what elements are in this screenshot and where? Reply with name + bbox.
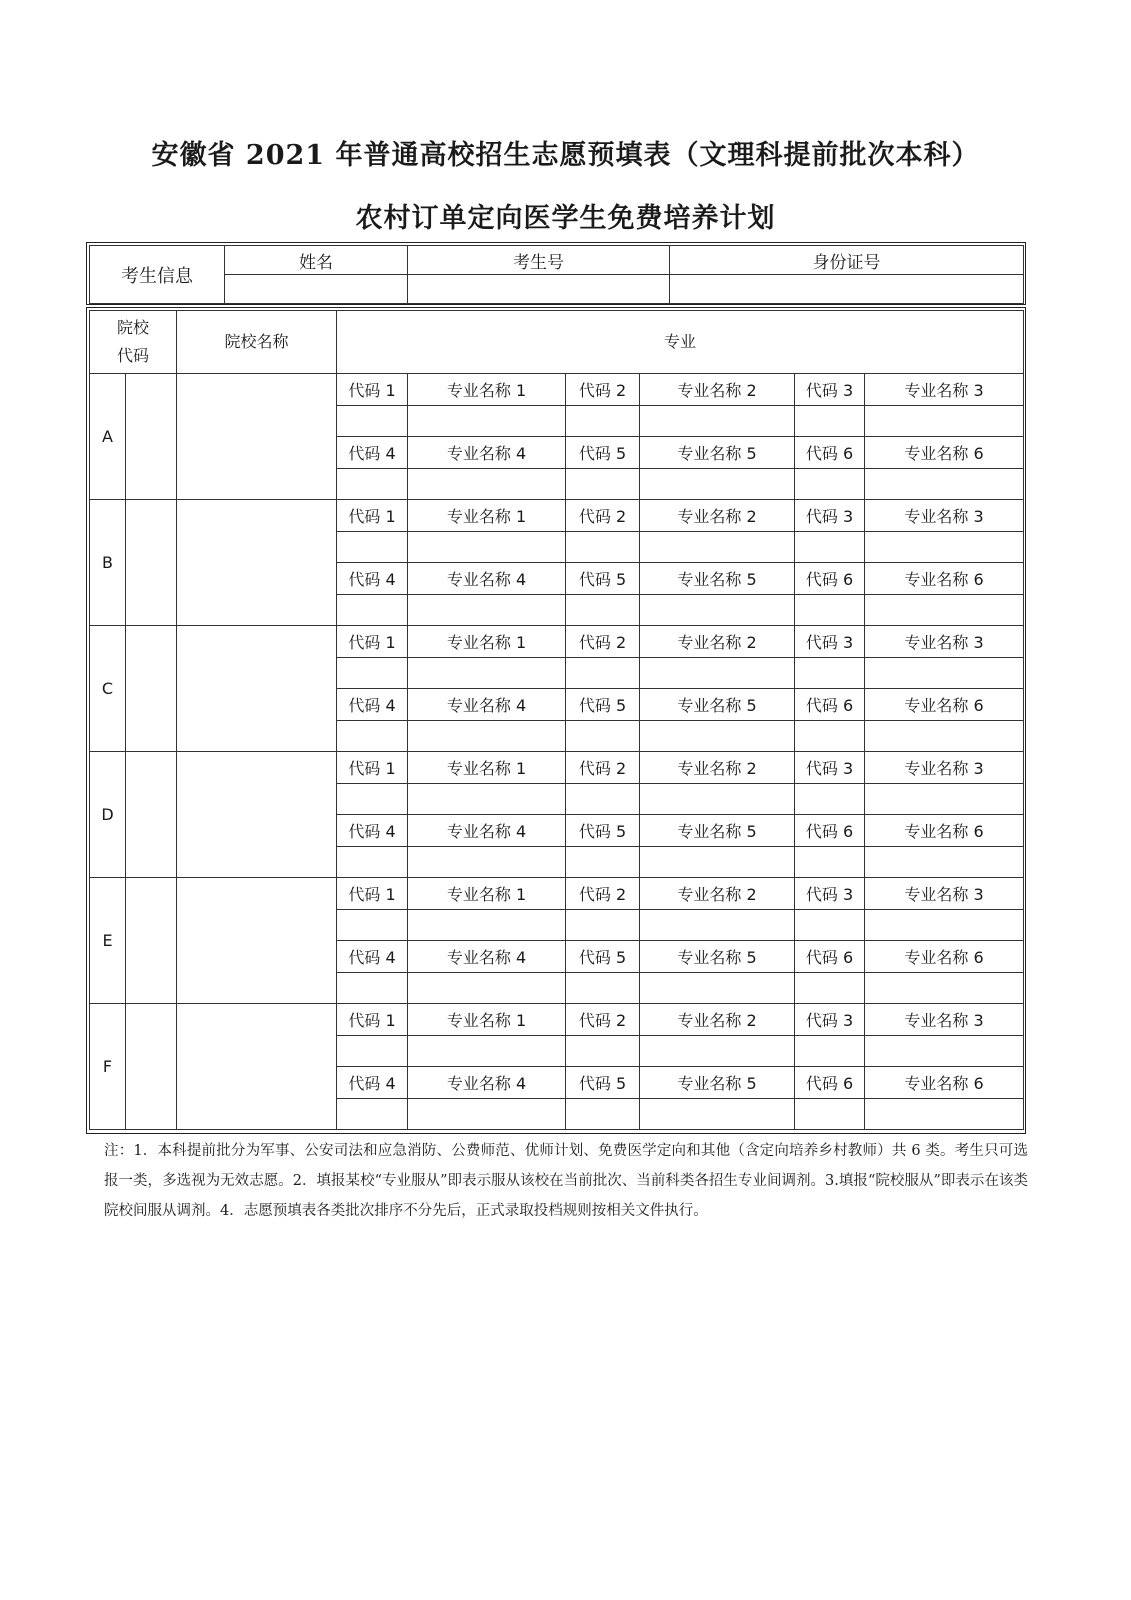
school-name-field[interactable] — [177, 626, 337, 752]
major-code-label: 代码 5 — [566, 1067, 640, 1099]
major-code-field[interactable] — [337, 531, 408, 563]
major-name-field[interactable] — [408, 846, 566, 878]
major-name-field[interactable] — [408, 594, 566, 626]
major-name-label: 专业名称 3 — [865, 626, 1024, 658]
school-code-field[interactable] — [126, 1004, 177, 1130]
major-code-label: 代码 3 — [795, 374, 865, 406]
major-code-label: 代码 2 — [566, 1004, 640, 1036]
major-code-field[interactable] — [795, 405, 865, 437]
major-name-field[interactable] — [408, 909, 566, 941]
major-code-field[interactable] — [337, 909, 408, 941]
school-name-field[interactable] — [177, 1004, 337, 1130]
major-name-label: 专业名称 3 — [865, 1004, 1024, 1036]
major-name-field[interactable] — [640, 972, 795, 1004]
major-code-field[interactable] — [795, 531, 865, 563]
major-code-label: 代码 3 — [795, 1004, 865, 1036]
major-code-label: 代码 4 — [337, 941, 408, 973]
school-name-field[interactable] — [177, 374, 337, 500]
major-code-field[interactable] — [337, 405, 408, 437]
major-code-field[interactable] — [566, 720, 640, 752]
major-code-field[interactable] — [337, 783, 408, 815]
major-code-field[interactable] — [795, 1098, 865, 1130]
major-code-label: 代码 6 — [795, 689, 865, 721]
major-name-label: 专业名称 6 — [865, 1067, 1024, 1099]
name-header: 姓名 — [225, 246, 408, 275]
major-code-field[interactable] — [566, 972, 640, 1004]
candidate-info-table — [89, 245, 1024, 304]
major-name-label: 专业名称 3 — [865, 374, 1024, 406]
major-header: 专业 — [337, 311, 1024, 374]
major-code-label: 代码 3 — [795, 500, 865, 532]
major-code-label: 代码 6 — [795, 815, 865, 847]
major-code-field[interactable] — [566, 657, 640, 689]
choice-row — [90, 374, 1024, 406]
major-name-label: 专业名称 6 — [865, 815, 1024, 847]
school-name-field[interactable] — [177, 878, 337, 1004]
major-name-label: 专业名称 5 — [640, 563, 795, 595]
major-code-field[interactable] — [566, 405, 640, 437]
major-code-field[interactable] — [566, 594, 640, 626]
major-name-label: 专业名称 4 — [408, 437, 566, 469]
major-code-label: 代码 5 — [566, 941, 640, 973]
major-code-field[interactable] — [337, 846, 408, 878]
major-name-field[interactable] — [640, 846, 795, 878]
school-code-field[interactable] — [126, 500, 177, 626]
major-name-label: 专业名称 4 — [408, 689, 566, 721]
major-name-label: 专业名称 6 — [865, 689, 1024, 721]
major-code-field[interactable] — [795, 720, 865, 752]
school-code-field[interactable] — [126, 626, 177, 752]
major-code-label: 代码 4 — [337, 815, 408, 847]
major-name-field[interactable] — [408, 657, 566, 689]
major-code-field[interactable] — [795, 909, 865, 941]
major-code-field[interactable] — [566, 468, 640, 500]
major-code-field[interactable] — [337, 657, 408, 689]
major-name-field[interactable] — [640, 468, 795, 500]
major-name-field[interactable] — [865, 783, 1024, 815]
major-code-field[interactable] — [795, 972, 865, 1004]
major-name-field[interactable] — [640, 720, 795, 752]
major-code-field[interactable] — [337, 972, 408, 1004]
choice-group-letter: A — [90, 374, 126, 500]
major-code-label: 代码 2 — [566, 374, 640, 406]
major-code-label: 代码 2 — [566, 752, 640, 784]
major-code-label: 代码 5 — [566, 689, 640, 721]
major-name-label: 专业名称 5 — [640, 437, 795, 469]
major-code-field[interactable] — [337, 1035, 408, 1067]
major-name-field[interactable] — [640, 783, 795, 815]
major-name-label: 专业名称 1 — [408, 1004, 566, 1036]
major-code-field[interactable] — [795, 468, 865, 500]
major-name-field[interactable] — [408, 972, 566, 1004]
major-name-label: 专业名称 6 — [865, 563, 1024, 595]
major-code-field[interactable] — [795, 846, 865, 878]
major-name-label: 专业名称 3 — [865, 500, 1024, 532]
major-code-field[interactable] — [566, 846, 640, 878]
major-code-label: 代码 4 — [337, 689, 408, 721]
choice-group-letter: D — [90, 752, 126, 878]
major-name-field[interactable] — [865, 657, 1024, 689]
major-name-field[interactable] — [865, 405, 1024, 437]
major-code-field[interactable] — [337, 468, 408, 500]
major-code-field[interactable] — [337, 594, 408, 626]
major-name-label: 专业名称 2 — [640, 374, 795, 406]
major-name-field[interactable] — [408, 405, 566, 437]
major-code-label: 代码 5 — [566, 815, 640, 847]
choice-row — [90, 626, 1024, 658]
major-name-field[interactable] — [865, 720, 1024, 752]
choice-group-letter: F — [90, 1004, 126, 1130]
major-name-label: 专业名称 3 — [865, 878, 1024, 910]
major-name-label: 专业名称 2 — [640, 626, 795, 658]
school-code-header-line2: 代码 — [117, 346, 150, 365]
choice-row — [90, 752, 1024, 784]
major-name-field[interactable] — [640, 531, 795, 563]
major-code-label: 代码 5 — [566, 437, 640, 469]
school-name-header: 院校名称 — [177, 311, 337, 374]
school-code-header — [90, 311, 177, 374]
major-name-field[interactable] — [865, 594, 1024, 626]
school-name-field[interactable] — [177, 500, 337, 626]
major-name-label: 专业名称 2 — [640, 500, 795, 532]
choice-row — [90, 500, 1024, 532]
major-code-label: 代码 1 — [337, 752, 408, 784]
major-code-label: 代码 4 — [337, 437, 408, 469]
major-name-label: 专业名称 4 — [408, 1067, 566, 1099]
major-code-field[interactable] — [566, 1035, 640, 1067]
major-code-label: 代码 1 — [337, 374, 408, 406]
major-code-label: 代码 2 — [566, 626, 640, 658]
school-code-header-line1: 院校 — [117, 318, 150, 337]
major-code-field[interactable] — [795, 657, 865, 689]
major-name-label: 专业名称 3 — [865, 752, 1024, 784]
major-name-field[interactable] — [865, 468, 1024, 500]
major-name-field[interactable] — [865, 1035, 1024, 1067]
id-number-header: 身份证号 — [670, 246, 1024, 275]
major-code-label: 代码 4 — [337, 563, 408, 595]
major-code-label: 代码 1 — [337, 1004, 408, 1036]
school-name-field[interactable] — [177, 752, 337, 878]
school-code-field[interactable] — [126, 878, 177, 1004]
major-code-label: 代码 6 — [795, 563, 865, 595]
major-name-field[interactable] — [640, 405, 795, 437]
major-name-field[interactable] — [408, 531, 566, 563]
candidate-info-label: 考生信息 — [90, 246, 225, 304]
major-code-field[interactable] — [337, 720, 408, 752]
major-name-field[interactable] — [640, 594, 795, 626]
major-name-label: 专业名称 6 — [865, 437, 1024, 469]
footnote: 注：1．本科提前批分为军事、公安司法和应急消防、公费师范、优师计划、免费医学定向和其他（含定向培养乡村教师）共 6 类。考生只可选报一类，多选视为无效志愿。2．填报某校“专业服从”即表示服从该校在当前批次、当前科类各招生专业间调剂。3.填报“院校服从”即表示在该类院校间服从调剂。4．志愿预填表各类批次排序不分先后，正式录取投档规则按相关文件执行。 — [104, 1143, 1028, 1219]
major-code-field[interactable] — [566, 783, 640, 815]
major-name-label: 专业名称 1 — [408, 374, 566, 406]
form-title: 安徽省 2021 年普通高校招生志愿预填表（文理科提前批次本科） — [151, 140, 980, 171]
choice-group-letter: C — [90, 626, 126, 752]
major-code-label: 代码 1 — [337, 626, 408, 658]
major-name-label: 专业名称 6 — [865, 941, 1024, 973]
major-name-label: 专业名称 5 — [640, 941, 795, 973]
major-name-label: 专业名称 1 — [408, 500, 566, 532]
major-code-field[interactable] — [337, 1098, 408, 1130]
major-name-label: 专业名称 4 — [408, 563, 566, 595]
major-name-label: 专业名称 1 — [408, 752, 566, 784]
major-code-label: 代码 3 — [795, 626, 865, 658]
exam-number-field[interactable] — [408, 275, 670, 304]
id-number-field[interactable] — [670, 275, 1024, 304]
major-code-field[interactable] — [566, 909, 640, 941]
name-field[interactable] — [225, 275, 408, 304]
major-name-label: 专业名称 5 — [640, 1067, 795, 1099]
major-name-field[interactable] — [640, 1035, 795, 1067]
major-name-label: 专业名称 4 — [408, 815, 566, 847]
major-code-label: 代码 2 — [566, 500, 640, 532]
major-code-label: 代码 4 — [337, 1067, 408, 1099]
major-name-field[interactable] — [408, 720, 566, 752]
major-name-field[interactable] — [865, 531, 1024, 563]
major-code-label: 代码 3 — [795, 878, 865, 910]
major-name-field[interactable] — [640, 909, 795, 941]
major-name-field[interactable] — [865, 909, 1024, 941]
major-name-label: 专业名称 2 — [640, 1004, 795, 1036]
major-code-label: 代码 3 — [795, 752, 865, 784]
major-name-label: 专业名称 5 — [640, 689, 795, 721]
school-choices-table — [89, 310, 1024, 1130]
major-code-field[interactable] — [795, 1035, 865, 1067]
choice-row — [90, 878, 1024, 910]
major-name-field[interactable] — [865, 1098, 1024, 1130]
major-name-label: 专业名称 5 — [640, 815, 795, 847]
choice-row — [90, 1004, 1024, 1036]
major-code-label: 代码 6 — [795, 437, 865, 469]
school-code-field[interactable] — [126, 374, 177, 500]
major-name-field[interactable] — [408, 783, 566, 815]
major-name-label: 专业名称 1 — [408, 626, 566, 658]
major-code-label: 代码 2 — [566, 878, 640, 910]
form-subtitle: 农村订单定向医学生免费培养计划 — [355, 203, 776, 234]
choice-group-letter: B — [90, 500, 126, 626]
major-code-label: 代码 6 — [795, 941, 865, 973]
major-code-field[interactable] — [566, 531, 640, 563]
major-name-label: 专业名称 1 — [408, 878, 566, 910]
major-code-label: 代码 1 — [337, 500, 408, 532]
major-name-label: 专业名称 2 — [640, 878, 795, 910]
major-name-field[interactable] — [865, 972, 1024, 1004]
major-code-field[interactable] — [566, 1098, 640, 1130]
major-name-field[interactable] — [640, 1098, 795, 1130]
exam-number-header: 考生号 — [408, 246, 670, 275]
major-code-label: 代码 5 — [566, 563, 640, 595]
choice-group-letter: E — [90, 878, 126, 1004]
major-code-label: 代码 6 — [795, 1067, 865, 1099]
major-code-field[interactable] — [795, 594, 865, 626]
major-name-field[interactable] — [408, 1035, 566, 1067]
school-code-field[interactable] — [126, 752, 177, 878]
major-code-label: 代码 1 — [337, 878, 408, 910]
major-name-field[interactable] — [408, 468, 566, 500]
major-name-label: 专业名称 2 — [640, 752, 795, 784]
major-name-field[interactable] — [408, 1098, 566, 1130]
major-name-label: 专业名称 4 — [408, 941, 566, 973]
major-name-field[interactable] — [865, 846, 1024, 878]
major-code-field[interactable] — [795, 783, 865, 815]
major-name-field[interactable] — [640, 657, 795, 689]
